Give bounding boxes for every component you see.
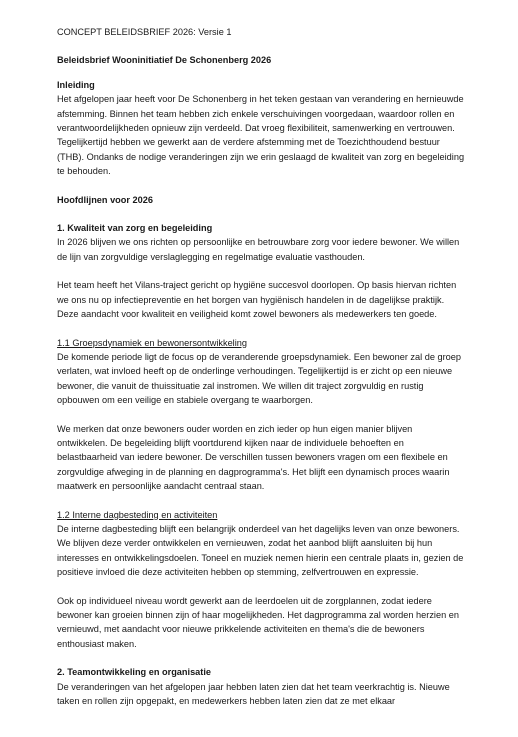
document-page (57, 25, 465, 708)
section2-heading: 2. Teamontwikkeling en organisatie (57, 667, 212, 678)
section2-paragraph-1: De veranderingen van het afgelopen jaar hebben laten zien dat het team veerkrachtig is. Nieuwe taken en rollen zijn opgepakt, en medewerkers hebben laten zien dat ze met elkaar (57, 681, 450, 707)
subsection-1-2-paragraph-1: De interne dagbesteding blijft een belangrijk onderdeel van het dagelijks leven van onze bewoners. We blijven deze verder ontwikkelen en vernieuwen, zodat het aanbod blijft aansluiten bij hun interesses en ontwikkelingsdoelen. Toneel en muziek nemen hierin een centrale plaats in, gezien de positieve invloed die deze activiteiten hebben op stemming, zelfvertrouwen en expressie. (57, 523, 464, 578)
main-heading: Hoofdlijnen voor 2026 (57, 194, 153, 205)
subsection-1-2-paragraph-2: Ook op individueel niveau wordt gewerkt aan de leerdoelen uit de zorgplannen, zodat iedere bewoner kan groeien binnen zijn of haar mogelijkheden. Het dagprogramma zal worden herzien en vernieuwd, met aandacht voor nieuwe prikkelende activiteiten en thema's die de bewoners enthousiast maken. (57, 595, 459, 649)
intro-paragraph: Het afgelopen jaar heeft voor De Schonenberg in het teken gestaan van verandering en hernieuwde afstemming. Binnen het team hebben zich enkele verschuivingen voorgedaan, waardoor rollen en verantwoordelijkheden opnieuw zijn verdeeld. Dat vroeg flexibiliteit, samenwerking en vertrouwen. Tegelijkertijd hebben we gewerkt aan de verdere afstemming met de Toezichthoudend bestuur (THB). Ondanks de nodige veranderingen zijn we erin geslaagd de kwaliteit van zorg en begeleiding te behouden. (57, 94, 465, 177)
subsection-1-1-heading: 1.1 Groepsdynamiek en bewonersontwikkeling (57, 337, 247, 348)
document-title: Beleidsbrief Wooninitiatief De Schonenberg 2026 (57, 55, 272, 66)
document-header: CONCEPT BELEIDSBRIEF 2026: Versie 1 (57, 27, 232, 37)
subsection-1-1-paragraph-1: De komende periode ligt de focus op de veranderende groepsdynamiek. Een bewoner zal de groep verlaten, wat invloed heeft op de onderlinge verhoudingen. Tegelijkertijd is er zicht op een nieuwe bewoner, die vanuit de thuissituatie zal instromen. We willen dit traject zorgvuldig en rustig opbouwen om een veilige en stabiele overgang te waarborgen. (57, 351, 462, 406)
intro-heading: Inleiding (57, 79, 95, 90)
section1-heading: 1. Kwaliteit van zorg en begeleiding (57, 223, 213, 234)
subsection-1-2-heading: 1.2 Interne dagbesteding en activiteiten (57, 509, 218, 520)
section1-paragraph-2: Het team heeft het Vilans-traject gericht op hygiëne succesvol doorlopen. Op basis hiervan richten we ons nu op infectiepreventie en het borgen van hygiënisch handelen in de dagelijkse praktijk. Deze aandacht voor kwaliteit en veiligheid komt zowel bewoners als medewerkers ten goede. (57, 280, 457, 320)
section1-paragraph-1: In 2026 blijven we ons richten op persoonlijke en betrouwbare zorg voor iedere bewoner. We willen de lijn van zorgvuldige verslaglegging en regelmatige evaluatie vasthouden. (57, 237, 460, 262)
subsection-1-1-paragraph-2: We merken dat onze bewoners ouder worden en zich ieder op hun eigen manier blijven ontwikkelen. De begeleiding blijft voortdurend kijken naar de individuele behoeften en belastbaarheid van iedere bewoner. De verschillen tussen bewoners vragen om een flexibele en zorgvuldige afweging in de planning en dagprogramma's. Het blijft een dynamisch proces waarin maatwerk en persoonlijke aandacht centraal staan. (57, 423, 450, 492)
